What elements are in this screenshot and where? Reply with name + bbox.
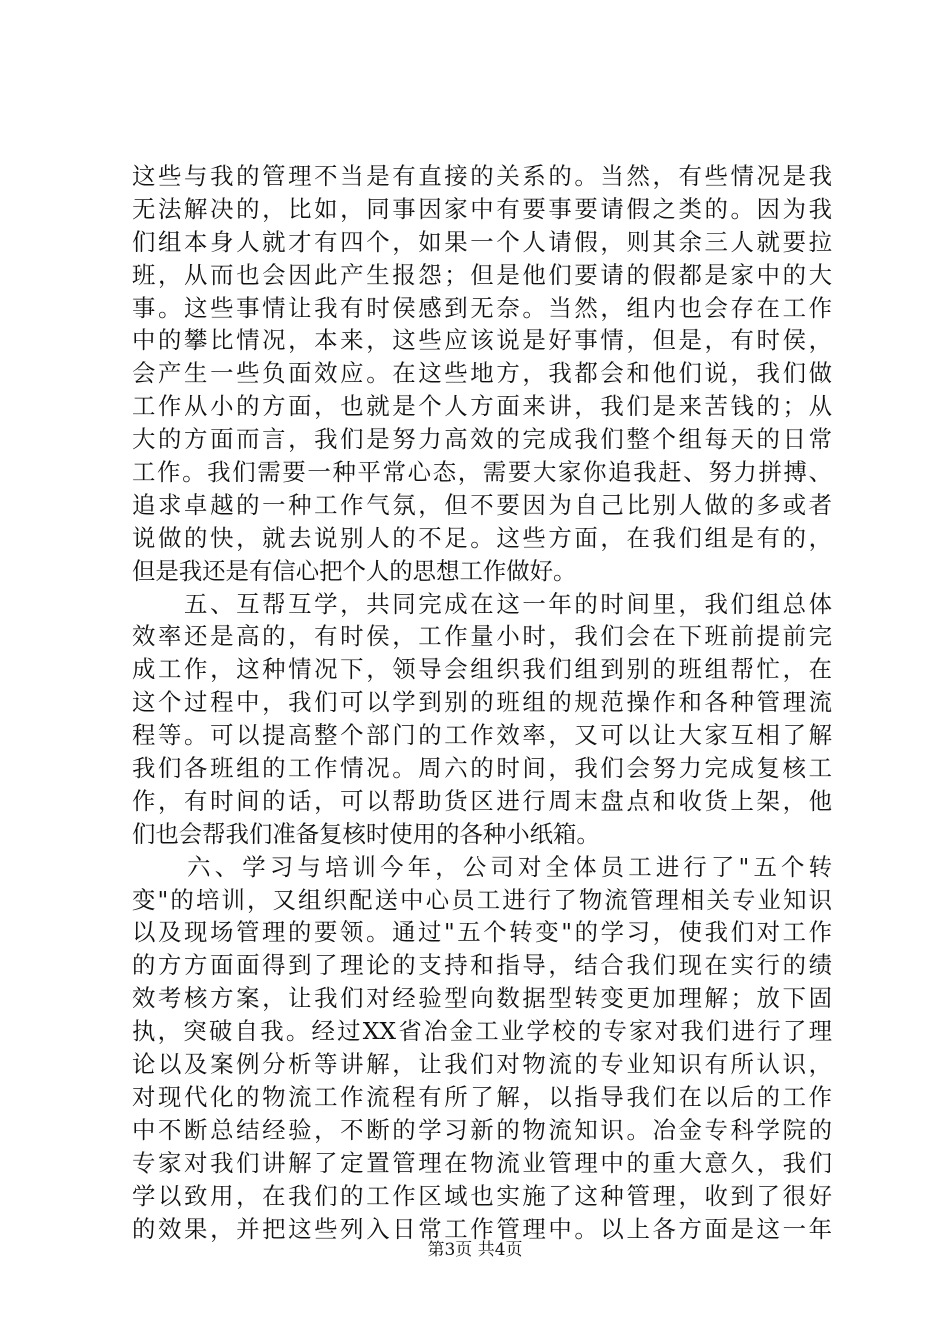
paragraph-heading-line: 五、互帮互学，共同完成在这一年的时间里，我们组总体 xyxy=(132,589,832,618)
text-line: 但是我还是有信心把个人的思想工作做好。 xyxy=(132,556,577,585)
text-line: 成工作，这种情况下，领导会组织我们组到别的班组帮忙，在 xyxy=(132,655,832,684)
text-line: 变"的培训，又组织配送中心员工进行了物流管理相关专业知识 xyxy=(132,885,832,914)
text-line: 专家对我们讲解了定置管理在物流业管理中的重大意久，我们 xyxy=(132,1148,832,1177)
document-body xyxy=(132,160,832,1245)
text-line: 学以致用，在我们的工作区域也实施了这种管理，收到了很好 xyxy=(132,1181,832,1210)
paragraph-heading-line: 六、学习与培训今年，公司对全体员工进行了"五个转 xyxy=(132,852,832,881)
text-line: 说做的快，就去说别人的不足。这些方面，在我们组是有的， xyxy=(132,523,832,552)
text-line: 论以及案例分析等讲解，让我们对物流的专业知识有所认识， xyxy=(132,1050,832,1079)
text-line: 中的攀比情况，本来，这些应该说是好事情，但是，有时侯， xyxy=(132,326,832,355)
text-line: 对现代化的物流工作流程有所了解，以指导我们在以后的工作 xyxy=(132,1082,832,1111)
text-line: 中不断总结经验，不断的学习新的物流知识。冶金专科学院的 xyxy=(132,1115,832,1144)
text-line: 工作从小的方面，也就是个人方面来讲，我们是来苦钱的；从 xyxy=(132,392,832,421)
text-line: 效率还是高的，有时侯，工作量小时，我们会在下班前提前完 xyxy=(132,622,832,651)
text-line: 这个过程中，我们可以学到别的班组的规范操作和各种管理流 xyxy=(132,688,832,717)
page-number-indicator: 第3页 共4页 xyxy=(427,1240,523,1260)
text-line: 程等。可以提高整个部门的工作效率，又可以让大家互相了解 xyxy=(132,721,832,750)
text-line: 效考核方案，让我们对经验型向数据型转变更加理解；放下固 xyxy=(132,984,832,1013)
text-line: 执，突破自我。经过XX省冶金工业学校的专家对我们进行了理 xyxy=(132,1017,832,1046)
text-line: 作，有时间的话，可以帮助货区进行周末盘点和收货上架，他 xyxy=(132,786,832,815)
text-line: 以及现场管理的要领。通过"五个转变"的学习，使我们对工作 xyxy=(132,918,832,947)
text-line: 们也会帮我们准备复核时使用的各种小纸箱。 xyxy=(132,819,600,848)
text-line: 工作。我们需要一种平常心态，需要大家你追我赶、努力拼搏、 xyxy=(132,458,832,487)
text-line: 班，从而也会因此产生报怨；但是他们要请的假都是家中的大 xyxy=(132,260,832,289)
text-line: 追求卓越的一种工作气氛，但不要因为自己比别人做的多或者 xyxy=(132,490,832,519)
text-line: 无法解决的，比如，同事因家中有要事要请假之类的。因为我 xyxy=(132,194,832,223)
text-line: 这些与我的管理不当是有直接的关系的。当然，有些情况是我 xyxy=(132,162,832,190)
text-line: 我们各班组的工作情况。周六的时间，我们会努力完成复核工 xyxy=(132,754,832,783)
text-line: 们组本身人就才有四个，如果一个人请假，则其余三人就要拉 xyxy=(132,227,832,256)
text-line: 的效果，并把这些列入日常工作管理中。以上各方面是这一年 xyxy=(132,1214,832,1243)
text-line: 会产生一些负面效应。在这些地方，我都会和他们说，我们做 xyxy=(132,359,832,388)
text-line: 事。这些事情让我有时侯感到无奈。当然，组内也会存在工作 xyxy=(132,293,832,322)
text-line: 的方方面面得到了理论的支持和指导，结合我们现在实行的绩 xyxy=(132,951,832,980)
page-footer xyxy=(0,1238,950,1262)
text-line: 大的方面而言，我们是努力高效的完成我们整个组每天的日常 xyxy=(132,425,832,454)
